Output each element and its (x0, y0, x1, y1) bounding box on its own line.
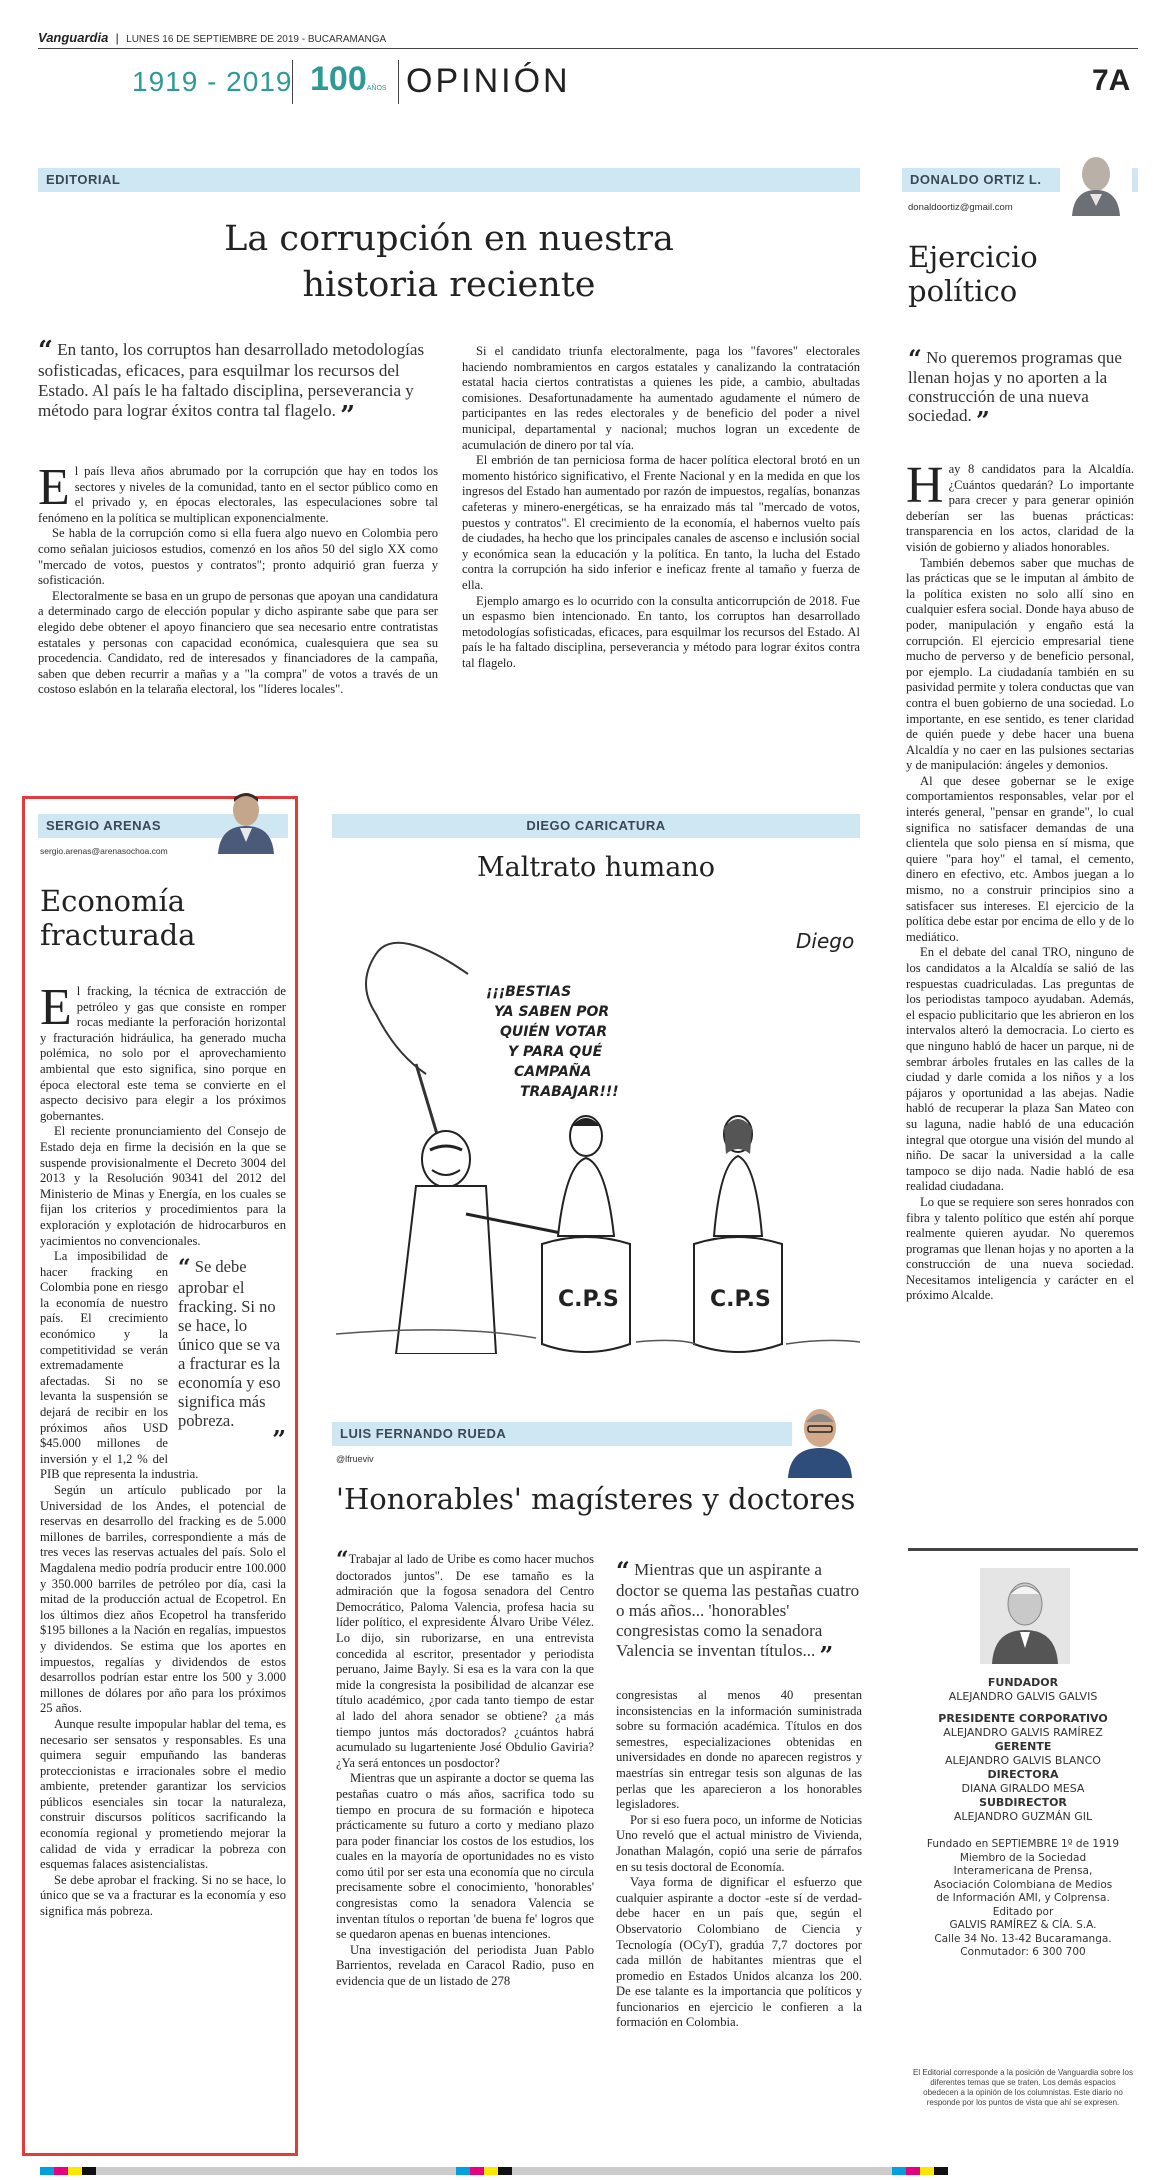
staff-info (908, 1838, 1138, 1960)
ortiz-p4: En el debate del canal TRO, ninguno de los candidatos a la Alcaldía se salió de las respuestas cuadriculadas. Las preguntas de los periodistas tampoco ayudaban. Además, el espacio publicitario que les abrieron en los intervalos alteró la democracia. Lo cierto es que ninguno habló de hacer un parque, ni de sembrar árboles frutales en las calles de la ciudad y darle comida a los niños y a los pájaros y oportunidad a las abejas. Nadie habló de recuperar la plaza San Mateo con su laguna, nadie habló de una educación integral que otorgue una visión del mundo al niño. De sacar la universidad a la calle tampoco se dijo nada. Nadie habló de esa realidad ciudadana. (906, 945, 1134, 1194)
brand-name: Vanguardia (38, 30, 109, 45)
masthead-rule (38, 48, 1138, 49)
founder-name: ALEJANDRO GALVIS GALVIS (948, 1690, 1098, 1703)
arenas-headline-line1: Economía (40, 884, 186, 918)
rueda-kicker: LUIS FERNANDO RUEDA (332, 1422, 792, 1446)
director-name: DIANA GIRALDO MESA (961, 1782, 1085, 1795)
staff-info-3: Interamericana de Prensa, (953, 1865, 1093, 1877)
ortiz-kicker: DONALDO ORTIZ L. (902, 168, 1138, 192)
close-quote-mark: ” (272, 1425, 286, 1455)
editorial-kicker: EDITORIAL (38, 168, 860, 192)
rueda-headline: 'Honorables' magísteres y doctores (336, 1482, 856, 1516)
staff-info-4: Asociación Colombiana de Medios (933, 1878, 1113, 1891)
arenas-pullquote (178, 1255, 286, 1455)
open-quote-mark: “ (178, 1255, 191, 1282)
arenas-headline-line2: fracturada (40, 918, 196, 952)
ortiz-portrait (1060, 150, 1132, 216)
close-quote-mark: ” (819, 1641, 834, 1670)
arenas-dropcap: E (40, 979, 72, 1036)
ortiz-p3: Al que desee gobernar se le exige comportamientos responsables, velar por el interés general, "pensar en grande", lo cual significa no satisfacer demandas de una clientela que solo piensa en sí misma, que quiere "para hoy" el tamal, el cemento, dinero en efectivo, etc. Ambos juegan a lo mismo, no a construir principios sino a satisfacer sus intereses. El ejercicio de la política debe estar por encima de ello y de lo mediático. (906, 773, 1134, 944)
arenas-pullquote-text: Se debe aprobar el fracking. Si no se hace, lo único que se va a fracturar es la economía y eso significa más pobreza. (178, 1257, 281, 1431)
pedestal-label-2: C.P.S (710, 1287, 771, 1312)
staff-box (908, 1676, 1138, 1960)
rueda-portrait (780, 1402, 860, 1478)
rueda-c1-p1: Trabajar al lado de Uribe es como hacer muchos doctorados juntos". De ese tamaño es la admiración que la fogosa senadora del Centro Democrático, Paloma Valencia, profesa hacia su líder político, el expresidente Álvaro Uribe Vélez. Lo dijo, sin ruborizarse, en una entrevista concedida al escritor, presentador y periodista peruano, Jaime Bayly. Si esa es la vara con la que mide la congresista la posibilidad de alcanzar ese título académico, ¿por cada tanto tiempo de estar al lado del ahora senador se obtiene? ¿a más tiempo juntos más doctorados? ¿cuántos habrá acumulado su lugarteniente José Obdulio Gaviria? ¿Ya será entonces un posdoctor? (336, 1552, 594, 1770)
editorial-c2-p1: Si el candidato triunfa electoralmente, paga los "favores" electorales haciendo nombramientos en cargos estatales y canalizando la contratación estatal hacia ciertos contratistas a quienes les pide, a cambio, abultadas comisiones. Desafortunadamente ha aumentado agudamente el número de participantes en las redes electorales y de beneficio del poder a nivel municipal, departamental y nacional; muchos logran un excedente de acumulación de dinero por tal vía. (462, 344, 860, 452)
arenas-portrait (208, 788, 284, 854)
open-quote-mark: “ (616, 1556, 630, 1585)
ortiz-dropcap: H (906, 457, 944, 514)
open-quote-mark: “ (908, 344, 922, 373)
subdirector-name: ALEJANDRO GUZMÁN GIL (953, 1810, 1093, 1823)
president-name: ALEJANDRO GALVIS RAMÍREZ (943, 1726, 1103, 1739)
printer-color-bar (40, 2162, 1140, 2170)
rueda-column-1 (336, 1547, 594, 1990)
centenary-logo (310, 60, 387, 99)
arenas-p6: Se debe aprobar el fracking. Si no se hace, lo único que se va a fracturar es la economía y eso significa más pobreza. (40, 1872, 286, 1919)
page-number: 7A (1092, 64, 1131, 97)
editorial-pullquote-text: En tanto, los corruptos han desarrollado metodologías sofisticadas, eficaces, para esquilmar los recursos del Estado. Al país le ha faltado disciplina, perseverancia y método para lograr éxitos contra tal flagelo. (38, 340, 425, 420)
staff-rule (908, 1548, 1138, 1551)
pedestal-label-1: C.P.S (558, 1287, 619, 1312)
arenas-email[interactable]: sergio.arenas@arenasochoa.com (40, 846, 168, 856)
speech-line-5: CAMPAÑA (514, 1064, 592, 1080)
manager-name: ALEJANDRO GALVIS BLANCO (945, 1754, 1101, 1767)
rueda-c2-p1: congresistas al menos 40 presentan inconsistencias en la información suministrada sobre su formación académica. Títulos en dos semestres, especializaciones obtenidas en universidades en donde no aparecen registros y maestrías sin entregar tesis son algunas de las perlas que les aparecieron a los honorables legisladores. (616, 1688, 862, 1812)
editorial-column-1 (38, 459, 438, 698)
masthead-divider (292, 60, 293, 104)
director-label: DIRECTORA (987, 1768, 1059, 1781)
logo-number: 100 (310, 60, 367, 98)
speech-line-3: QUIÉN VOTAR (500, 1024, 608, 1040)
open-quote-mark: “ (336, 1547, 349, 1573)
ortiz-pullquote (908, 344, 1134, 435)
close-quote-mark: ” (975, 406, 990, 435)
editorial-dropcap: E (38, 459, 70, 516)
arenas-p1: l fracking, la técnica de extracción de petróleo y gas que consiste en romper rocas mediante la perforación horizontal y fracturación hidráulica, ha generado mucha polémica, no solo por el aprovechamiento ambiental que esto significa, sino porque en época electoral este tema se convierte en el aspecto decisivo para elegir a los próximos gobernantes. (40, 984, 286, 1123)
rueda-c1-p3: Una investigación del periodista Juan Pablo Barrientos, revelada en Caracol Radio, puso en evidencia que de un listado de 278 (336, 1942, 594, 1989)
staff-info-6: Editado por (992, 1905, 1054, 1918)
arenas-p5: Aunque resulte impopular hablar del tema, es necesario ser sensatos y responsables. Es una quimera seguir empuñando las banderas proteccionistas e irracionales sobre el medio ambiente, pretender garantizar los servicios públicos esenciales sin tocar la naturaleza, construir discursos políticos sacrificando la economía regional y prometiendo mejorar la calidad de vida y erradicar la pobreza con esquemas falaces asistencialistas. (40, 1716, 286, 1872)
staff-info-5: de Información AMI, y Colprensa. (936, 1892, 1110, 1904)
disclaimer: El Editorial corresponde a la posición de Vanguardia sobre los diferentes temas que se traten. Los demás espacios obedecen a la opinión de los columnistas. Este diario no responde por los puntos de vista que ahí se expresen. (913, 2068, 1133, 2107)
editorial-column-2 (462, 344, 860, 671)
rueda-pullquote (616, 1556, 864, 1670)
ortiz-column (906, 457, 1134, 1304)
dateline: LUNES 16 DE SEPTIEMBRE DE 2019 - BUCARAMANGA (126, 34, 387, 45)
editorial-c1-p1: l país lleva años abrumado por la corrupción que hay en todos los sectores y niveles de la comunidad, tanto en el sector público como en el privado y, en épocas electorales, las especulaciones sobre tal fenómeno en la política se multiplican exponencialmente. (38, 464, 438, 525)
ortiz-p5: Lo que se requiere son seres honrados con fibra y talento político que estén ahí porque realmente quieren ayudar. No queremos programas que llenan hojas y no aporten a la construcción de una nueva sociedad. Necesitamos inteligencia y carácter en el próximo Alcalde. (906, 1194, 1134, 1303)
cartoon-signature: Diego (796, 929, 855, 953)
close-quote-mark: ” (340, 401, 356, 431)
ortiz-headline-line1: Ejercicio (908, 240, 1038, 274)
arenas-kicker: SERGIO ARENAS (38, 814, 288, 838)
staff-info-1: Fundado en SEPTIEMBRE 1º de 1919 (926, 1838, 1120, 1850)
staff-info-9: Conmutador: 6 300 700 (960, 1946, 1086, 1958)
editorial-c1-p2: Se habla de la corrupción como si ella fuera algo nuevo en Colombia pero como señalan juiciosos estudios, comenzó en los años 50 del siglo XX como "mercado de votos, puestos y contratos"; pronto adquirió gran fuerza y sofisticación. (38, 526, 438, 588)
founder-label: FUNDADOR (987, 1676, 1059, 1689)
rueda-c2-p3: Vaya forma de dignificar el esfuerzo que cualquier aspirante a doctor -este sí de verdad- debe hacer en un país que, según el Observatorio Colombiano de Ciencia y Tecnología (OCyT), gradúa 7,7 doctores por cada millón de habitantes mientras que el promedio en Estados Unidos alcanza los 200. De ese talante es la importancia que políticos y funcionarios en ejercicio le confieren a la formación en Colombia. (616, 1875, 862, 2030)
cartoon-illustration (336, 914, 860, 1354)
centenary-years: 1919 - 2019 (132, 66, 293, 97)
manager-label: GERENTE (994, 1740, 1052, 1753)
rueda-pullquote-text: Mientras que un aspirante a doctor se quema las pestañas cuatro o más años... 'honorables' congresistas como la senadora Valencia se inventan títulos... (616, 1560, 860, 1660)
rueda-c1-p2: Mientras que un aspirante a doctor se quema las pestañas cuatro o más años, sacrifica todo su tiempo en procura de su formación e hipoteca prácticamente su futuro a corto y mediano plazo para poder financiar los costos de los estudios, los cuales en la mayoría de oportunidades no es visto como útil por ser esta una economía que no circula precisamente sobre el conocimiento, 'honorables' congresistas como la senadora Valencia se inventan títulos o reportan 'de buena fe' logros que se quedaron apenas en buenas intenciones. (336, 1771, 594, 1942)
open-quote-mark: “ (38, 336, 53, 366)
speech-line-4: Y PARA QUÉ (508, 1044, 603, 1060)
president-label: PRESIDENTE CORPORATIVO (938, 1712, 1108, 1725)
staff-info-7: GALVIS RAMÍREZ & CÍA. S.A. (949, 1919, 1097, 1931)
rueda-handle[interactable]: @lfrueviv (336, 1454, 374, 1464)
section-title: OPINIÓN (406, 62, 571, 100)
subdirector-label: SUBDIRECTOR (979, 1796, 1067, 1809)
masthead-divider-2 (398, 60, 399, 104)
editorial-c1-p3: Electoralmente se basa en un grupo de personas que apoyan una candidatura a determinado cargo de elección popular y dicho aspirante sabe que para ser elegido debe obtener el apoyo financiero que sea necesario entre contratistas estatales y personas con capacidad económica, cualesquiera que sea su procedencia. Candidato, red de interesados y financiadores de la campaña, saben que deben recurrir a mañas y a "la compra" de votos a través de un costoso eslabón en la telaraña electoral, los "líderes locales". (38, 588, 438, 697)
ortiz-headline (908, 240, 1038, 308)
rueda-column-2 (616, 1688, 862, 2031)
editorial-headline-line1: La corrupción en nuestra (224, 219, 674, 259)
editorial-c2-p3: Ejemplo amargo es lo ocurrido con la consulta anticorrupción de 2018. Fue un espasmo bien intencionado. En tanto, los corruptos han desarrollado metodologías sofisticadas, eficaces, para esquilmar los recursos del Estado. Al país le ha faltado disciplina, perseverancia y método para lograr éxitos contra tal flagelo. (462, 593, 860, 670)
editorial-c2-p2: El embrión de tan perniciosa forma de hacer política electoral brotó en un momento histórico significativo, el Frente Nacional y en la medida en que los ingresos del Estado han aumentado por razón de impuestos, regalías, bonanzas cafeteras y minero-energéticas, se ha enraizado más tal "mercado de votos, puestos y contratos". El crecimiento de la economía, el habernos vuelto país de ciudades, ha hecho que los principales canales de ascenso e inclusión social y económica sean la educación y la política. En tanto, la lucha del Estado contra la corrupción ha sido inferior e ineficaz frente al tamaño y fuerza de ella. (462, 453, 860, 592)
speech-line-2: YA SABEN POR (494, 1004, 610, 1020)
staff-info-2: Miembro de la Sociedad (959, 1851, 1087, 1864)
cartoon-kicker: DIEGO CARICATURA (332, 814, 860, 838)
logo-small: AÑOS (366, 85, 387, 92)
ortiz-email[interactable]: donaldoortiz@gmail.com (908, 202, 1013, 213)
ortiz-headline-line2: político (908, 274, 1018, 308)
rueda-c2-p2: Por si eso fuera poco, un informe de Noticias Uno reveló que el actual ministro de Vivienda, Jonathan Malagón, copió una serie de párrafos en su tesis doctoral de Economía. (616, 1812, 862, 1874)
masthead-dateline-row: Vanguardia | LUNES 16 DE SEPTIEMBRE DE 2019 - BUCARAMANGA (38, 30, 387, 45)
arenas-p2: El reciente pronunciamiento del Consejo de Estado deja en firme la decisión en la que se suspende provisionalmente el Decreto 3004 del 2013 y la Resolución 90341 del 2012 del Ministerio de Minas y Energía, en los cuales se fijan los criterios y procedimientos para la exploración y explotación de hidrocarburos en yacimientos no convencionales. (40, 1124, 286, 1248)
ortiz-pullquote-text: No queremos programas que llenan hojas y no aporten a la construcción de una nueva sociedad. (908, 348, 1122, 425)
arenas-p4: Según un artículo publicado por la Universidad de los Andes, el potencial de reservas en desarrollo del fracking es de 5.000 millones de barriles, correspondiente a más de tres veces las reservas actuales del país. Solo el Magdalena medio podría producir entre 100.000 y 350.000 barriles de petróleo por día, casi la mitad de la producción actual de Ecopetrol. En los últimos diez años Ecopetrol ha transferido $195 billones a la Nación en regalías, impuestos y dividendos. Se estima que los aportes en impuestos, regalías y dividendos de estos desarrollos podrían estar entre los 500 y 3.000 millones de dólares por año para los próximos 25 años. (40, 1483, 286, 1716)
cartoon-title: Maltrato humano (476, 852, 716, 883)
editorial-headline-line2: historia reciente (302, 265, 596, 305)
editorial-pullquote (38, 336, 438, 431)
ortiz-p1: ay 8 candidatos para la Alcaldía. ¿Cuántos quedarán? Lo importante para crecer y para generar opinión deberían ser las buenas prácticas: transparencia en los actos, claridad de la visión de gobierno y aliados honorables. (906, 462, 1134, 554)
speech-line-6: TRABAJAR!!! (520, 1084, 619, 1100)
staff-info-8: Calle 34 No. 13-42 Bucaramanga. (934, 1932, 1112, 1945)
arenas-column (40, 979, 286, 1920)
speech-line-1: ¡¡¡BESTIAS (486, 984, 572, 1000)
arenas-p3: La imposibilidad de hacer fracking en Colombia pone en riesgo la economía de nuestro país. El crecimiento económico y la competitividad se verán extremadamente afectadas. Si no se levanta la suspensión se dejará de recibir en los próximos años USD $45.000 millones de inversión y el 1,2 % del PIB que representa la industria. (40, 1249, 199, 1482)
founder-portrait (980, 1568, 1070, 1664)
arenas-headline (40, 884, 195, 952)
editorial-headline (38, 216, 860, 308)
ortiz-p2: También debemos saber que muchas de las prácticas que se le imputan al ámbito de la política existen no solo allí sino en cualquier esfera social. Donde haya abuso de poder, manipulación y engaño está la corrupción. El ejercicio empresarial tiene mucho de perverso y de beneficio personal, por ejemplo. La ciudadanía también en su pasividad permite y tolera conductas que van contra el buen gobierno de una sociedad. Lo importante, en ese sentido, es tener claridad de quién puede y debe hacer una buena Alcaldía y no caer en las pulsiones sectarias y de manipulación: ángeles y demonios. (906, 555, 1134, 773)
arenas-p2-wrapper (40, 1124, 286, 1249)
